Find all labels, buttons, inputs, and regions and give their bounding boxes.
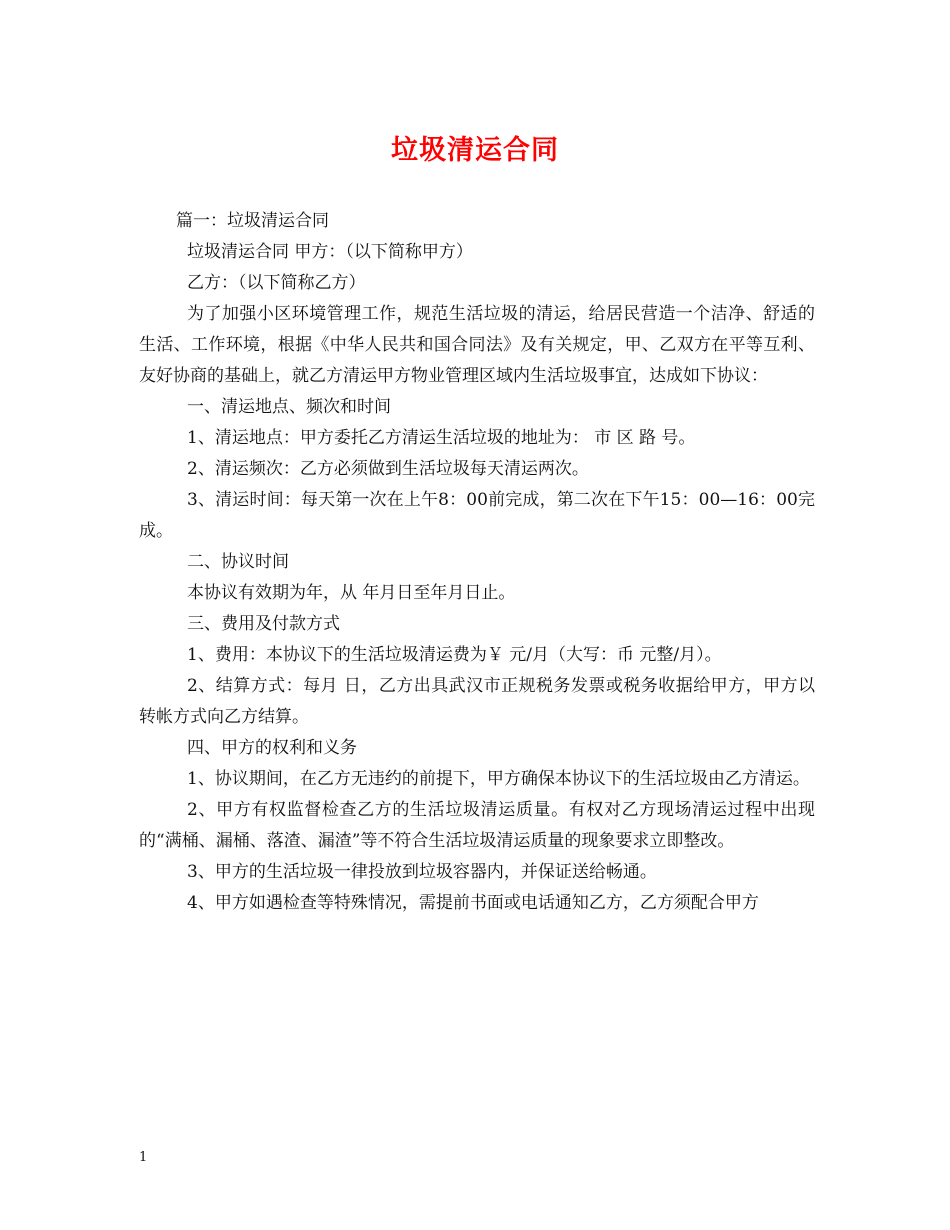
- section-heading: 三、费用及付款方式: [187, 614, 340, 634]
- paragraph: 2、清运频次：乙方必须做到生活垃圾每天清运两次。: [187, 459, 589, 479]
- paragraph: 2、甲方有权监督检查乙方的生活垃圾清运质量。有权对乙方现场清运过程中出现的“满桶、漏桶、落渣、漏渣”等不符合生活垃圾清运质量的现象要求立即整改。: [139, 800, 815, 851]
- paragraph: 1、协议期间，在乙方无违约的前提下，甲方确保本协议下的生活垃圾由乙方清运。: [187, 769, 810, 789]
- page-number: 1: [139, 1150, 148, 1165]
- paragraph: 乙方：（以下简称乙方）: [187, 273, 366, 293]
- section-heading: 四、甲方的权利和义务: [187, 738, 357, 758]
- section-heading: 一、清运地点、频次和时间: [187, 397, 391, 417]
- section-heading: 篇一：垃圾清运合同: [176, 211, 329, 231]
- paragraph: 为了加强小区环境管理工作，规范生活垃圾的清运，给居民营造一个洁净、舒适的生活、工作环境，根据《中华人民共和国合同法》及有关规定，甲、乙双方在平等互利、友好协商的基础上，就乙方清运甲方物业管理区域内生活垃圾事宜，达成如下协议：: [139, 304, 815, 386]
- paragraph: 2、结算方式：每月 日，乙方出具武汉市正规税务发票或税务收据给甲方，甲方以转帐方式向乙方结算。: [139, 676, 815, 727]
- paragraph: 1、费用：本协议下的生活垃圾清运费为￥ 元/月（大写：币 元整/月）。: [187, 645, 722, 665]
- document-title: 垃圾清运合同: [391, 135, 559, 166]
- section-heading: 二、协议时间: [187, 552, 289, 572]
- paragraph: 垃圾清运合同 甲方：（以下简称甲方）: [187, 242, 473, 262]
- paragraph: 本协议有效期为年，从 年月日至年月日止。: [187, 583, 516, 603]
- paragraph: 3、甲方的生活垃圾一律投放到垃圾容器内，并保证送给畅通。: [187, 862, 657, 882]
- paragraph: 3、清运时间：每天第一次在上午8：00前完成，第二次在下午15：00—16：00完成。: [139, 490, 815, 541]
- paragraph: 4、甲方如遇检查等特殊情况，需提前书面或电话通知乙方，乙方须配合甲方: [187, 893, 759, 913]
- document-body: [139, 206, 815, 919]
- paragraph: 1、清运地点：甲方委托乙方清运生活垃圾的地址为： 市 区 路 号。: [187, 428, 696, 448]
